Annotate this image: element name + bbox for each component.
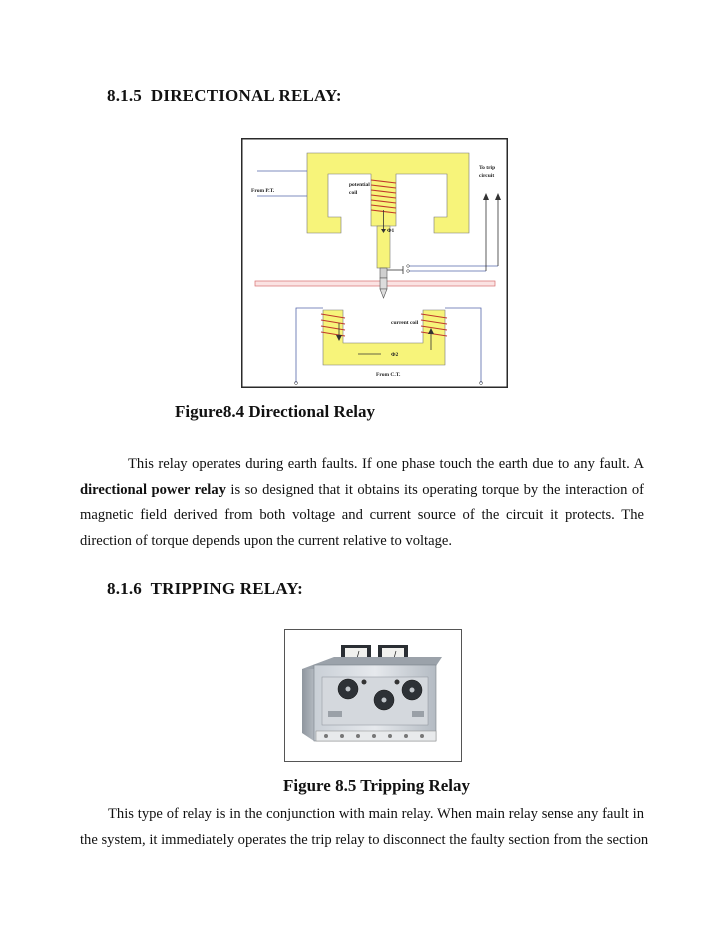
- paragraph-directional-relay: [80, 452, 644, 554]
- label-phi1: Φ1: [387, 228, 395, 234]
- label-potential-coil-2: coil: [349, 190, 358, 196]
- figure-caption-tripping-relay: Figure 8.5 Tripping Relay: [283, 776, 471, 795]
- text-line: [80, 478, 644, 504]
- text-fragment: is so designed that it obtains its operating torque by the interaction of: [225, 481, 644, 498]
- section-number: 8.1.6: [107, 579, 142, 598]
- section-title: TRIPPING RELAY:: [150, 579, 304, 598]
- section-number: 8.1.5: [107, 86, 142, 105]
- label-to-trip-circuit: circuit: [479, 173, 495, 179]
- directional-relay-diagram: [241, 138, 508, 388]
- text-line: direction of torque depends upon the current relative to voltage.: [80, 532, 453, 549]
- text-line: magnetic field derived from both voltage and current source of the circuit it protects. The: [80, 507, 644, 523]
- label-to-trip: To trip: [479, 165, 496, 171]
- paragraph-tripping-relay: [80, 802, 649, 853]
- section-heading-tripping-relay: [107, 579, 303, 599]
- label-potential-coil: potential: [349, 182, 370, 188]
- section-heading-directional-relay: [107, 86, 342, 106]
- section-title: DIRECTIONAL RELAY:: [150, 86, 342, 105]
- text-line: This relay operates during earth faults. If one phase touch the earth due to any fault. A: [128, 456, 644, 472]
- bold-term: directional power relay: [80, 481, 226, 498]
- label-from-ct: From C.T.: [376, 372, 401, 378]
- label-phi2: Φ2: [391, 352, 399, 358]
- tripping-relay-photo: [284, 629, 462, 762]
- text-line: This type of relay is in the conjunction with main relay. When main relay sense any fault in: [108, 806, 644, 822]
- label-from-pt: From P.T.: [251, 188, 275, 194]
- text-line: the system, it immediately operates the trip relay to disconnect the faulty section from the section: [80, 831, 649, 848]
- figure-caption-directional-relay: Figure8.4 Directional Relay: [175, 402, 376, 421]
- label-current-coil: current coil: [391, 320, 419, 326]
